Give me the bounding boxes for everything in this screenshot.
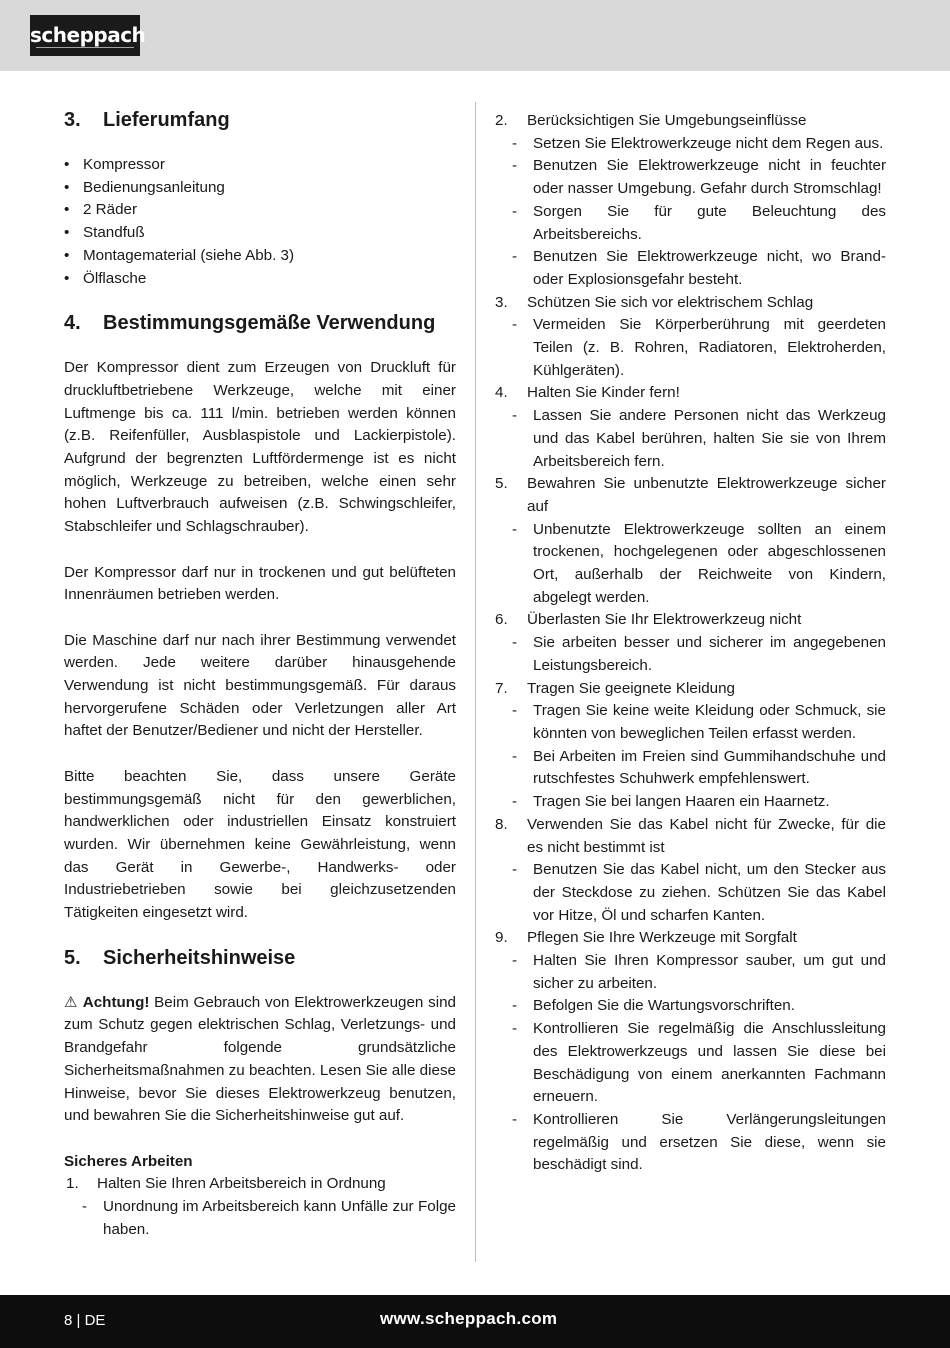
item-text: Halten Sie Ihren Arbeitsbereich in Ordnung (97, 1175, 386, 1193)
website-url[interactable]: www.scheppach.com (380, 1309, 558, 1328)
sub-item: - Halten Sie Ihren Kompressor sauber, um gut und sicher zu arbeiten. (495, 950, 886, 995)
list-item: • 2 Räder (64, 199, 456, 222)
sub-item: - Lassen Sie andere Personen nicht das Werkzeug und das Kabel berühren, halten Sie sie von Ihrem Arbeitsbereich fern. (495, 405, 886, 473)
paragraph: Der Kompressor darf nur in trockenen und gut belüfteten Innenräumen betrieben werden. (64, 563, 456, 604)
sub-item-text: Halten Sie Ihren Kompressor sauber, um gut und sicher zu arbeiten. (533, 952, 886, 992)
item-text: Schützen Sie sich vor elektrischem Schlag (527, 293, 814, 311)
sub-item-text: Sie arbeiten besser und sicherer im angegebenen Leistungsbereich. (533, 634, 886, 674)
sub-item: - Setzen Sie Elektrowerkzeuge nicht dem Regen aus. (495, 133, 886, 156)
item-text: Tragen Sie geeignete Kleidung (527, 679, 735, 697)
sub-item-text: Kontrollieren Sie regelmäßig die Anschlussleitung des Elektrowerkzeugs und lassen Sie diese bei Beschädigung von einem anerkannten Fachmann erneuern. (533, 1020, 886, 1106)
sub-item-text: Kontrollieren Sie Verlängerungsleitungen regelmäßig und ersetzen Sie diese, wenn sie beschädigt sind. (533, 1110, 886, 1174)
sub-item-text: Befolgen Sie die Wartungsvorschriften. (533, 997, 795, 1015)
sub-item: - Benutzen Sie das Kabel nicht, um den Stecker aus der Steckdose zu ziehen. Schützen Sie das Kabel vor Hitze, Öl und scharfen Kanten. (495, 859, 886, 927)
section-title: Lieferumfang (103, 109, 230, 131)
item-text: Bewahren Sie unbenutzte Elektrowerkzeuge sicher auf (527, 475, 886, 515)
paragraph: Die Maschine darf nur nach ihrer Bestimmung verwendet werden. Jede weitere darüber hinausgehende Verwendung ist nicht bestimmungsgemäß. Für daraus hervorgerufene Schäden oder Verletzungen aller Art haftet der Benutzer/Bediener und nicht der Hersteller. (64, 631, 456, 740)
list-item: • Ölflasche (64, 268, 456, 291)
item-number: 4. (495, 384, 508, 402)
sub-item-text: Unbenutzte Elektrowerkzeuge sollten an einem trockenen, hochgelegenen oder abgeschlossenen Ort, außerhalb der Reichweite von Kindern, abgelegt werden. (533, 520, 886, 606)
sub-item: - Vermeiden Sie Körperberührung mit geerdeten Teilen (z. B. Rohren, Radiatoren, Elektroherden, Kühlgeräten). (495, 314, 886, 382)
numbered-item (495, 678, 886, 701)
item-text: Verwenden Sie das Kabel nicht für Zwecke, für die es nicht bestimmt ist (527, 815, 886, 856)
section-number: 3. (64, 109, 81, 131)
sub-item-text: Benutzen Sie das Kabel nicht, um den Stecker aus der Steckdose zu ziehen. Schützen Sie das Kabel vor Hitze, Öl und scharfen Kanten. (533, 861, 886, 924)
warning-label: Achtung! (82, 993, 150, 1011)
sub-item: - Unbenutzte Elektrowerkzeuge sollten an einem trockenen, hochgelegenen oder abgeschlossenen Ort, außerhalb der Reichweite von Kindern, abgelegt werden. (495, 519, 886, 610)
item-number: 3. (495, 293, 508, 311)
item-number: 1. (66, 1175, 79, 1193)
numbered-item (495, 292, 886, 315)
warning-text: Beim Gebrauch von Elektrowerkzeugen sind zum Schutz gegen elektrischen Schlag, Verletzungs- und Brandgefahr folgende grundsätzliche Sicherheitsmaßnahmen zu beachten. Lesen Sie alle diese Hinweise, bevor Sie dieses Elektrowerkzeug benutzen, und bewahren Sie die Sicherheitshinweise gut auf. (64, 993, 457, 1125)
sub-item-text: Benutzen Sie Elektrowerkzeuge nicht in feuchter oder nasser Umgebung. Gefahr durch Stromschlag! (533, 157, 886, 198)
right-column (495, 110, 886, 1177)
sub-item-text: Tragen Sie keine weite Kleidung oder Schmuck, sie könnten von beweglichen Teilen erfasst werden. (533, 702, 886, 742)
list-item: • Bedienungsanleitung (64, 177, 456, 200)
left-column (64, 106, 456, 1241)
item-text: Halten Sie Kinder fern! (527, 384, 680, 402)
item-text: Pflegen Sie Ihre Werkzeuge mit Sorgfalt (527, 929, 797, 947)
page-number: 8 | DE (64, 1312, 106, 1329)
page-header (0, 0, 950, 71)
section-3-heading (64, 106, 456, 134)
sub-item-text: Benutzen Sie Elektrowerkzeuge nicht, wo Brand- oder Explosionsgefahr besteht. (533, 248, 886, 288)
sub-item: - Benutzen Sie Elektrowerkzeuge nicht, wo Brand- oder Explosionsgefahr besteht. (495, 246, 886, 291)
sub-item-text: Vermeiden Sie Körperberührung mit geerdeten Teilen (z. B. Rohren, Radiatoren, Elektroherden, Kühlgeräten). (533, 316, 886, 379)
sub-item-text: Setzen Sie Elektrowerkzeuge nicht dem Regen aus. (533, 134, 884, 152)
numbered-item (495, 110, 886, 133)
item-text: Überlasten Sie Ihr Elektrowerkzeug nicht (527, 611, 802, 629)
section-title: Bestimmungsgemäße Verwendung (103, 312, 436, 335)
item-number: 6. (495, 611, 508, 629)
section-number: 5. (64, 946, 81, 969)
paragraph: Bitte beachten Sie, dass unsere Geräte bestimmungsgemäß nicht für den gewerblichen, handwerklichen oder industriellen Einsatz konstruiert wurden. Wir übernehmen keine Gewährleistung, wenn das Gerät in Gewerbe-, Handwerks- oder Industriebetrieben sowie bei gleichzusetzenden Tätigkeiten eingesetzt wird. (64, 767, 456, 922)
sub-item: - Sorgen Sie für gute Beleuchtung des Arbeitsbereichs. (495, 201, 886, 246)
item-number: 9. (495, 929, 508, 947)
sub-item: - Bei Arbeiten im Freien sind Gummihandschuhe und rutschfestes Schuhwerk empfehlenswert. (495, 746, 886, 791)
sub-item: - Tragen Sie bei langen Haaren ein Haarnetz. (495, 791, 886, 814)
warning-paragraph (64, 992, 456, 1128)
numbered-item (495, 382, 886, 405)
column-divider (475, 102, 476, 1262)
numbered-item (495, 473, 886, 518)
section-5-heading (64, 944, 456, 972)
section-title: Sicherheitshinweise (103, 946, 296, 969)
sub-item: - Unordnung im Arbeitsbereich kann Unfälle zur Folge haben. (64, 1196, 456, 1241)
sub-item-text: Unordnung im Arbeitsbereich kann Unfälle zur Folge haben. (103, 1198, 456, 1238)
list-item: • Kompressor (64, 154, 456, 177)
item-number: 8. (495, 815, 508, 833)
numbered-item (495, 927, 886, 950)
subheading: Sicheres Arbeiten (64, 1152, 193, 1170)
sub-item: - Tragen Sie keine weite Kleidung oder Schmuck, sie könnten von beweglichen Teilen erfasst werden. (495, 700, 886, 745)
list-item: • Montagematerial (siehe Abb. 3) (64, 245, 456, 268)
warning-triangle-icon: ⚠ (64, 993, 78, 1011)
paragraph: Der Kompressor dient zum Erzeugen von Druckluft für druckluftbetriebene Werkzeuge, welche mit einer Luftmenge bis ca. 111 l/min. betrieben werden können (z.B. Reifenfüller, Ausblaspistole und Lackierpistole). Aufgrund der begrenzten Luftfördermenge ist es nicht möglich, Werkzeuge zu betreiben, welche einen sehr hohen Luftverbrauch aufweisen (z.B. Schwingschleifer, Stabschleifer und Schlagschrauber). (64, 359, 456, 536)
sub-item: - Benutzen Sie Elektrowerkzeuge nicht in feuchter oder nasser Umgebung. Gefahr durch Stromschlag! (495, 155, 886, 200)
item-text: Berücksichtigen Sie Umgebungseinflüsse (527, 112, 807, 129)
numbered-item (64, 1173, 456, 1196)
sub-item-text: Lassen Sie andere Personen nicht das Werkzeug und das Kabel berühren, halten Sie sie von Ihrem Arbeitsbereich fern. (533, 407, 886, 470)
item-number: 2. (495, 112, 508, 129)
sub-item-text: Tragen Sie bei langen Haaren ein Haarnetz. (533, 793, 830, 811)
scheppach-logo: scheppach (30, 15, 140, 56)
sub-item: - Sie arbeiten besser und sicherer im angegebenen Leistungsbereich. (495, 632, 886, 677)
item-number: 7. (495, 679, 508, 697)
page-footer (0, 1295, 950, 1348)
delivery-list (64, 154, 456, 290)
item-number: 5. (495, 475, 508, 493)
sub-item-text: Sorgen Sie für gute Beleuchtung des Arbeitsbereichs. (533, 202, 886, 243)
numbered-item (495, 814, 886, 859)
section-4-heading (64, 309, 456, 337)
sub-item-text: Bei Arbeiten im Freien sind Gummihandschuhe und rutschfestes Schuhwerk empfehlenswert. (533, 747, 886, 788)
sub-item: - Befolgen Sie die Wartungsvorschriften. (495, 995, 886, 1018)
section-number: 4. (64, 312, 81, 335)
sub-item: - Kontrollieren Sie regelmäßig die Anschlussleitung des Elektrowerkzeugs und lassen Sie diese bei Beschädigung von einem anerkannten Fachmann erneuern. (495, 1018, 886, 1109)
numbered-item (495, 609, 886, 632)
list-item: • Standfuß (64, 222, 456, 245)
sub-item: - Kontrollieren Sie Verlängerungsleitungen regelmäßig und ersetzen Sie diese, wenn sie beschädigt sind. (495, 1109, 886, 1177)
